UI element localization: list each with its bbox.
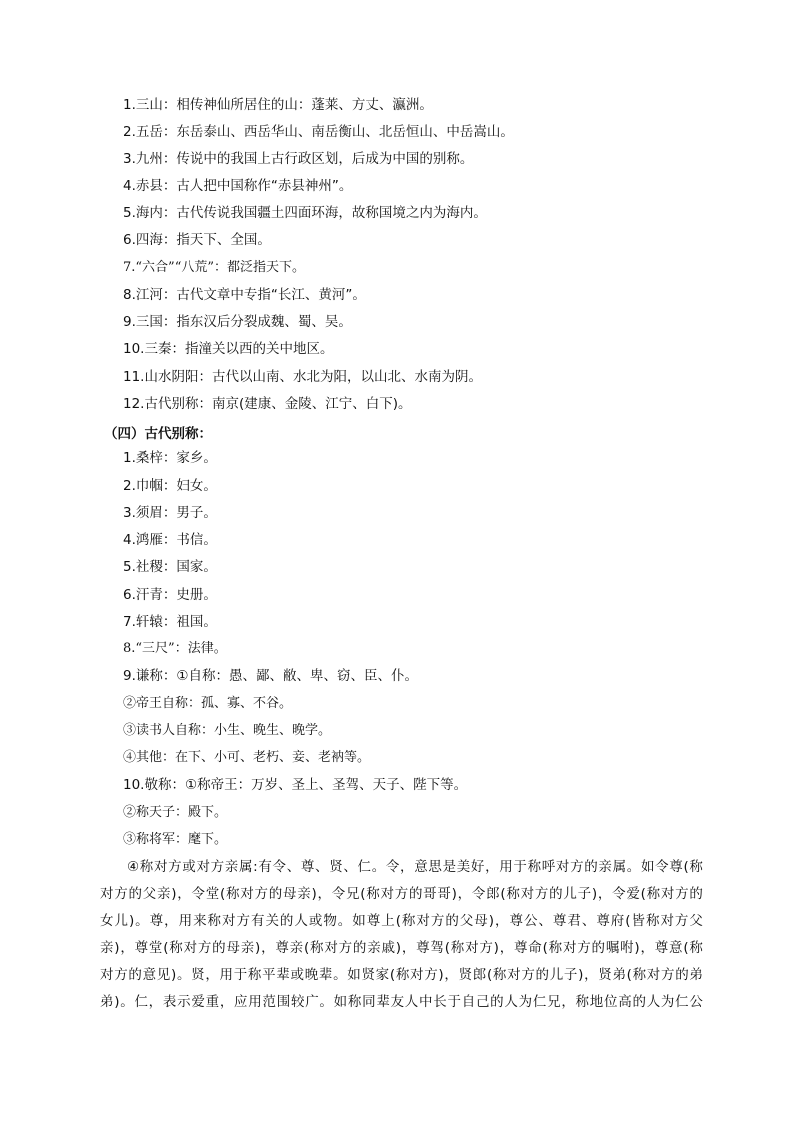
- list-item: 8.江河：古代文章中专指“长江、黄河”。: [123, 287, 366, 303]
- body-paragraph: [100, 854, 703, 1016]
- list-item: 1.三山：相传神仙所居住的山：蓬莱、方丈、瀛洲。: [123, 97, 433, 113]
- list-item: 7.“六合”“八荒”：都泛指天下。: [123, 260, 305, 275]
- paragraph-line: 对方的父亲)，令堂(称对方的母亲)，令兄(称对方的哥哥)，令郎(称对方的儿子)，令爱(称对方的: [100, 886, 703, 902]
- list-item: ③称将军：麾下。: [123, 832, 228, 847]
- list-item: ④其他：在下、小可、老朽、妾、老衲等。: [123, 750, 371, 765]
- list-item: 8.“三尺”：法律。: [123, 641, 227, 656]
- list-item: ②帝王自称：孤、寡、不谷。: [123, 696, 293, 711]
- list-item: 10.三秦：指潼关以西的关中地区。: [123, 341, 334, 357]
- paragraph-line: 亲)，尊堂(称对方的母亲)，尊亲(称对方的亲戚)，尊驾(称对方)，尊命(称对方的嘱咐)，尊意(称: [100, 940, 703, 956]
- list-item: 3.九州：传说中的我国上古行政区划，后成为中国的别称。: [123, 151, 474, 167]
- list-item: 10.敬称：①称帝王：万岁、圣上、圣驾、天子、陛下等。: [123, 777, 468, 793]
- paragraph-line: ④称对方或对方亲属:有令、尊、贤、仁。令，意思是美好，用于称呼对方的亲属。如令尊(称: [127, 859, 703, 875]
- list-item: 7.轩辕：祖国。: [123, 614, 217, 630]
- list-item: ②称天子：殿下。: [123, 805, 228, 820]
- list-item: 9.三国：指东汉后分裂成魏、蜀、吴。: [123, 314, 352, 330]
- list-item: 11.山水阴阳：古代以山南、水北为阳，以山北、水南为阴。: [123, 369, 482, 385]
- list-item: 6.四海：指天下、全国。: [123, 232, 271, 248]
- list-item: 9.谦称：①自称：愚、鄙、敝、卑、窃、臣、仆。: [123, 668, 418, 684]
- paragraph-line: 女儿)。尊，用来称对方有关的人或物。如尊上(称对方的父母)，尊公、尊君、尊府(皆称对方父: [100, 913, 703, 929]
- list-item: 3.须眉：男子。: [123, 505, 217, 521]
- list-item: 1.桑梓：家乡。: [123, 450, 217, 466]
- list-item: 5.海内：古代传说我国疆土四面环海，故称国境之内为海内。: [123, 205, 487, 221]
- paragraph-line: 弟)。仁，表示爱重，应用范围较广。如称同辈友人中长于自己的人为仁兄，称地位高的人为仁公: [100, 994, 703, 1010]
- list-item: 5.社稷：国家。: [123, 559, 217, 575]
- list-item: 4.鸿雁：书信。: [123, 532, 217, 548]
- section-heading: （四）古代别称：: [104, 426, 212, 442]
- list-item: 4.赤县：古人把中国称作“赤县神州”。: [123, 178, 353, 194]
- list-item: ③读书人自称：小生、晚生、晚学。: [123, 723, 332, 738]
- list-item: 6.汗青：史册。: [123, 587, 217, 603]
- list-item: 12.古代别称：南京(建康、金陵、江宁、白下)。: [123, 396, 412, 412]
- paragraph-line: 对方的意见)。贤，用于称平辈或晚辈。如贤家(称对方)，贤郎(称对方的儿子)，贤弟(称对方的弟: [100, 967, 703, 983]
- list-item: 2.五岳：东岳泰山、西岳华山、南岳衡山、北岳恒山、中岳嵩山。: [123, 124, 514, 140]
- list-item: 2.巾帼：妇女。: [123, 478, 217, 494]
